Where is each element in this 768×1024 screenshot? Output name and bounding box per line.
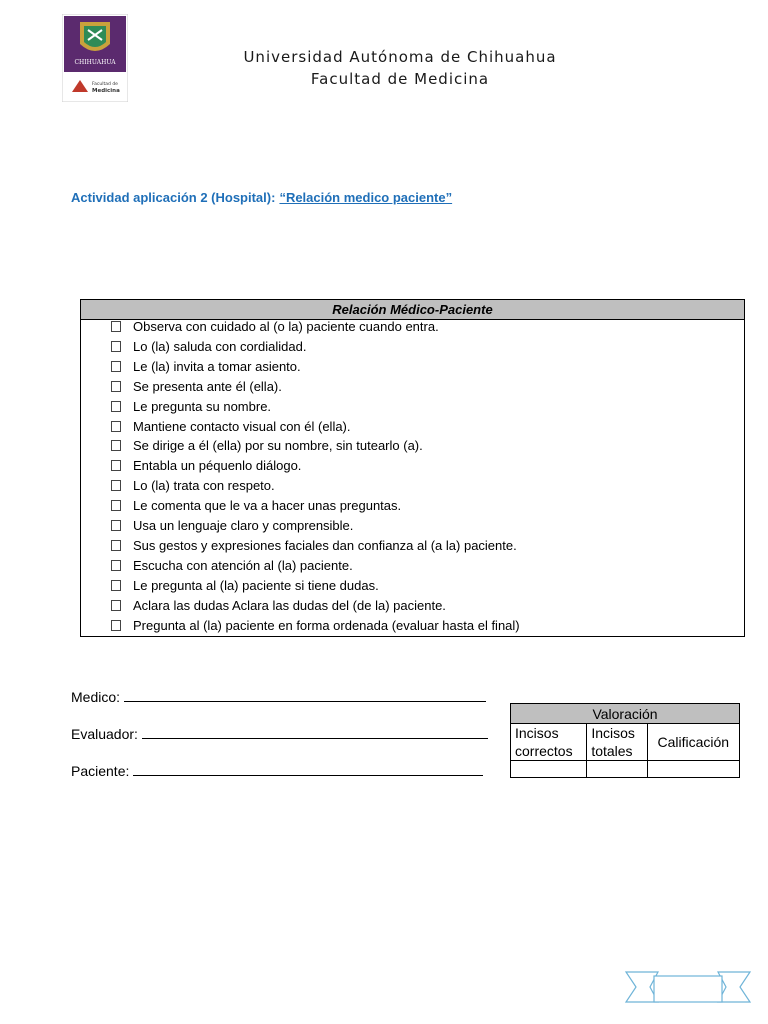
checklist-item [111, 436, 423, 456]
medico-label: Medico: [71, 689, 121, 705]
paciente-line[interactable] [133, 763, 483, 776]
checklist-item [111, 317, 439, 337]
checklist-item-label: Le (la) invita a tomar asiento. [133, 358, 301, 374]
checkbox[interactable] [111, 361, 121, 372]
checklist-item-label: Lo (la) trata con respeto. [133, 478, 275, 494]
calificacion-header: Calificación [647, 724, 739, 761]
faculty-name: Facultad de Medicina [310, 70, 490, 88]
ribbon-banner-icon [624, 968, 752, 1006]
checklist-table [80, 299, 745, 637]
checklist-item [111, 337, 306, 357]
medico-signature [71, 689, 486, 705]
checklist-item-label: Le pregunta al (la) paciente si tiene dudas. [133, 577, 379, 593]
incisos-totales-header: Incisos totales [587, 724, 647, 761]
checklist-item [111, 456, 301, 476]
checklist-item [111, 556, 353, 576]
svg-text:Medicina: Medicina [92, 88, 120, 94]
activity-title: “Relación medico paciente” [279, 190, 453, 205]
checkbox[interactable] [111, 401, 121, 412]
checkbox[interactable] [111, 341, 121, 352]
checklist-item-label: Pregunta al (la) paciente en forma ordenada (evaluar hasta el final) [133, 617, 520, 633]
evaluador-label: Evaluador: [71, 726, 138, 742]
checklist-item [111, 576, 379, 596]
checklist-item-label: Le comenta que le va a hacer unas preguntas. [133, 498, 402, 514]
paciente-label: Paciente: [71, 763, 130, 779]
checklist-item [111, 357, 301, 377]
valoracion-title: Valoración [511, 704, 740, 724]
paciente-signature [71, 763, 483, 779]
checklist-item [111, 476, 275, 496]
checklist-item-label: Usa un lenguaje claro y comprensible. [133, 518, 354, 533]
checkbox[interactable] [111, 540, 121, 551]
checklist-item [111, 496, 401, 516]
checkbox[interactable] [111, 440, 121, 451]
incisos-correctos-header: Incisos correctos [511, 724, 587, 761]
calificacion-cell[interactable] [647, 761, 739, 778]
checkbox[interactable] [111, 620, 121, 631]
incisos-correctos-cell[interactable] [511, 761, 587, 778]
checklist-item-label: Le pregunta su nombre. [133, 398, 272, 414]
valoracion-table [510, 703, 740, 778]
checkbox[interactable] [111, 321, 121, 332]
checklist-item [111, 616, 520, 636]
checklist-item-label: Se dirige a él (ella) por su nombre, sin tutearlo (a). [133, 438, 423, 454]
checklist-item [111, 536, 517, 556]
medico-line[interactable] [124, 689, 486, 702]
checklist-item [111, 397, 271, 417]
checklist-item-label: Sus gestos y expresiones faciales dan confianza al (a la) paciente. [133, 537, 517, 553]
checkbox[interactable] [111, 600, 121, 611]
svg-text:CHIHUAHUA: CHIHUAHUA [74, 59, 116, 66]
checklist-item-label: Lo (la) saluda con cordialidad. [133, 338, 307, 354]
checkbox[interactable] [111, 500, 121, 511]
checklist-item [111, 417, 351, 437]
checkbox[interactable] [111, 520, 121, 531]
activity-prefix: Actividad aplicación 2 (Hospital): [71, 190, 276, 205]
checklist-item-label: Se presenta ante él (ella). [133, 378, 282, 394]
checklist-item [111, 516, 353, 536]
evaluador-line[interactable] [142, 726, 488, 739]
checklist-item-label: Mantiene contacto visual con él (ella). [133, 418, 351, 434]
checklist-item [111, 377, 282, 397]
activity-heading [71, 190, 452, 205]
checkbox[interactable] [111, 480, 121, 491]
incisos-totales-cell[interactable] [587, 761, 647, 778]
checklist-item-label: Escucha con atención al (la) paciente. [133, 557, 353, 573]
university-name: Universidad Autónoma de Chihuahua [243, 48, 557, 66]
evaluador-signature [71, 726, 488, 742]
checkbox[interactable] [111, 560, 121, 571]
svg-text:Facultad de: Facultad de [92, 82, 118, 87]
checklist-item-label: Observa con cuidado al (o la) paciente cuando entra. [133, 319, 439, 334]
checkbox[interactable] [111, 460, 121, 471]
university-logo [62, 14, 128, 102]
checkbox[interactable] [111, 580, 121, 591]
checklist-item [111, 596, 446, 616]
checklist-title: Relación Médico-Paciente [81, 300, 744, 320]
checklist-item-label: Aclara las dudas Aclara las dudas del (de la) paciente. [133, 597, 446, 613]
checkbox[interactable] [111, 421, 121, 432]
checklist-item-label: Entabla un péquenlo diálogo. [133, 458, 302, 474]
checkbox[interactable] [111, 381, 121, 392]
